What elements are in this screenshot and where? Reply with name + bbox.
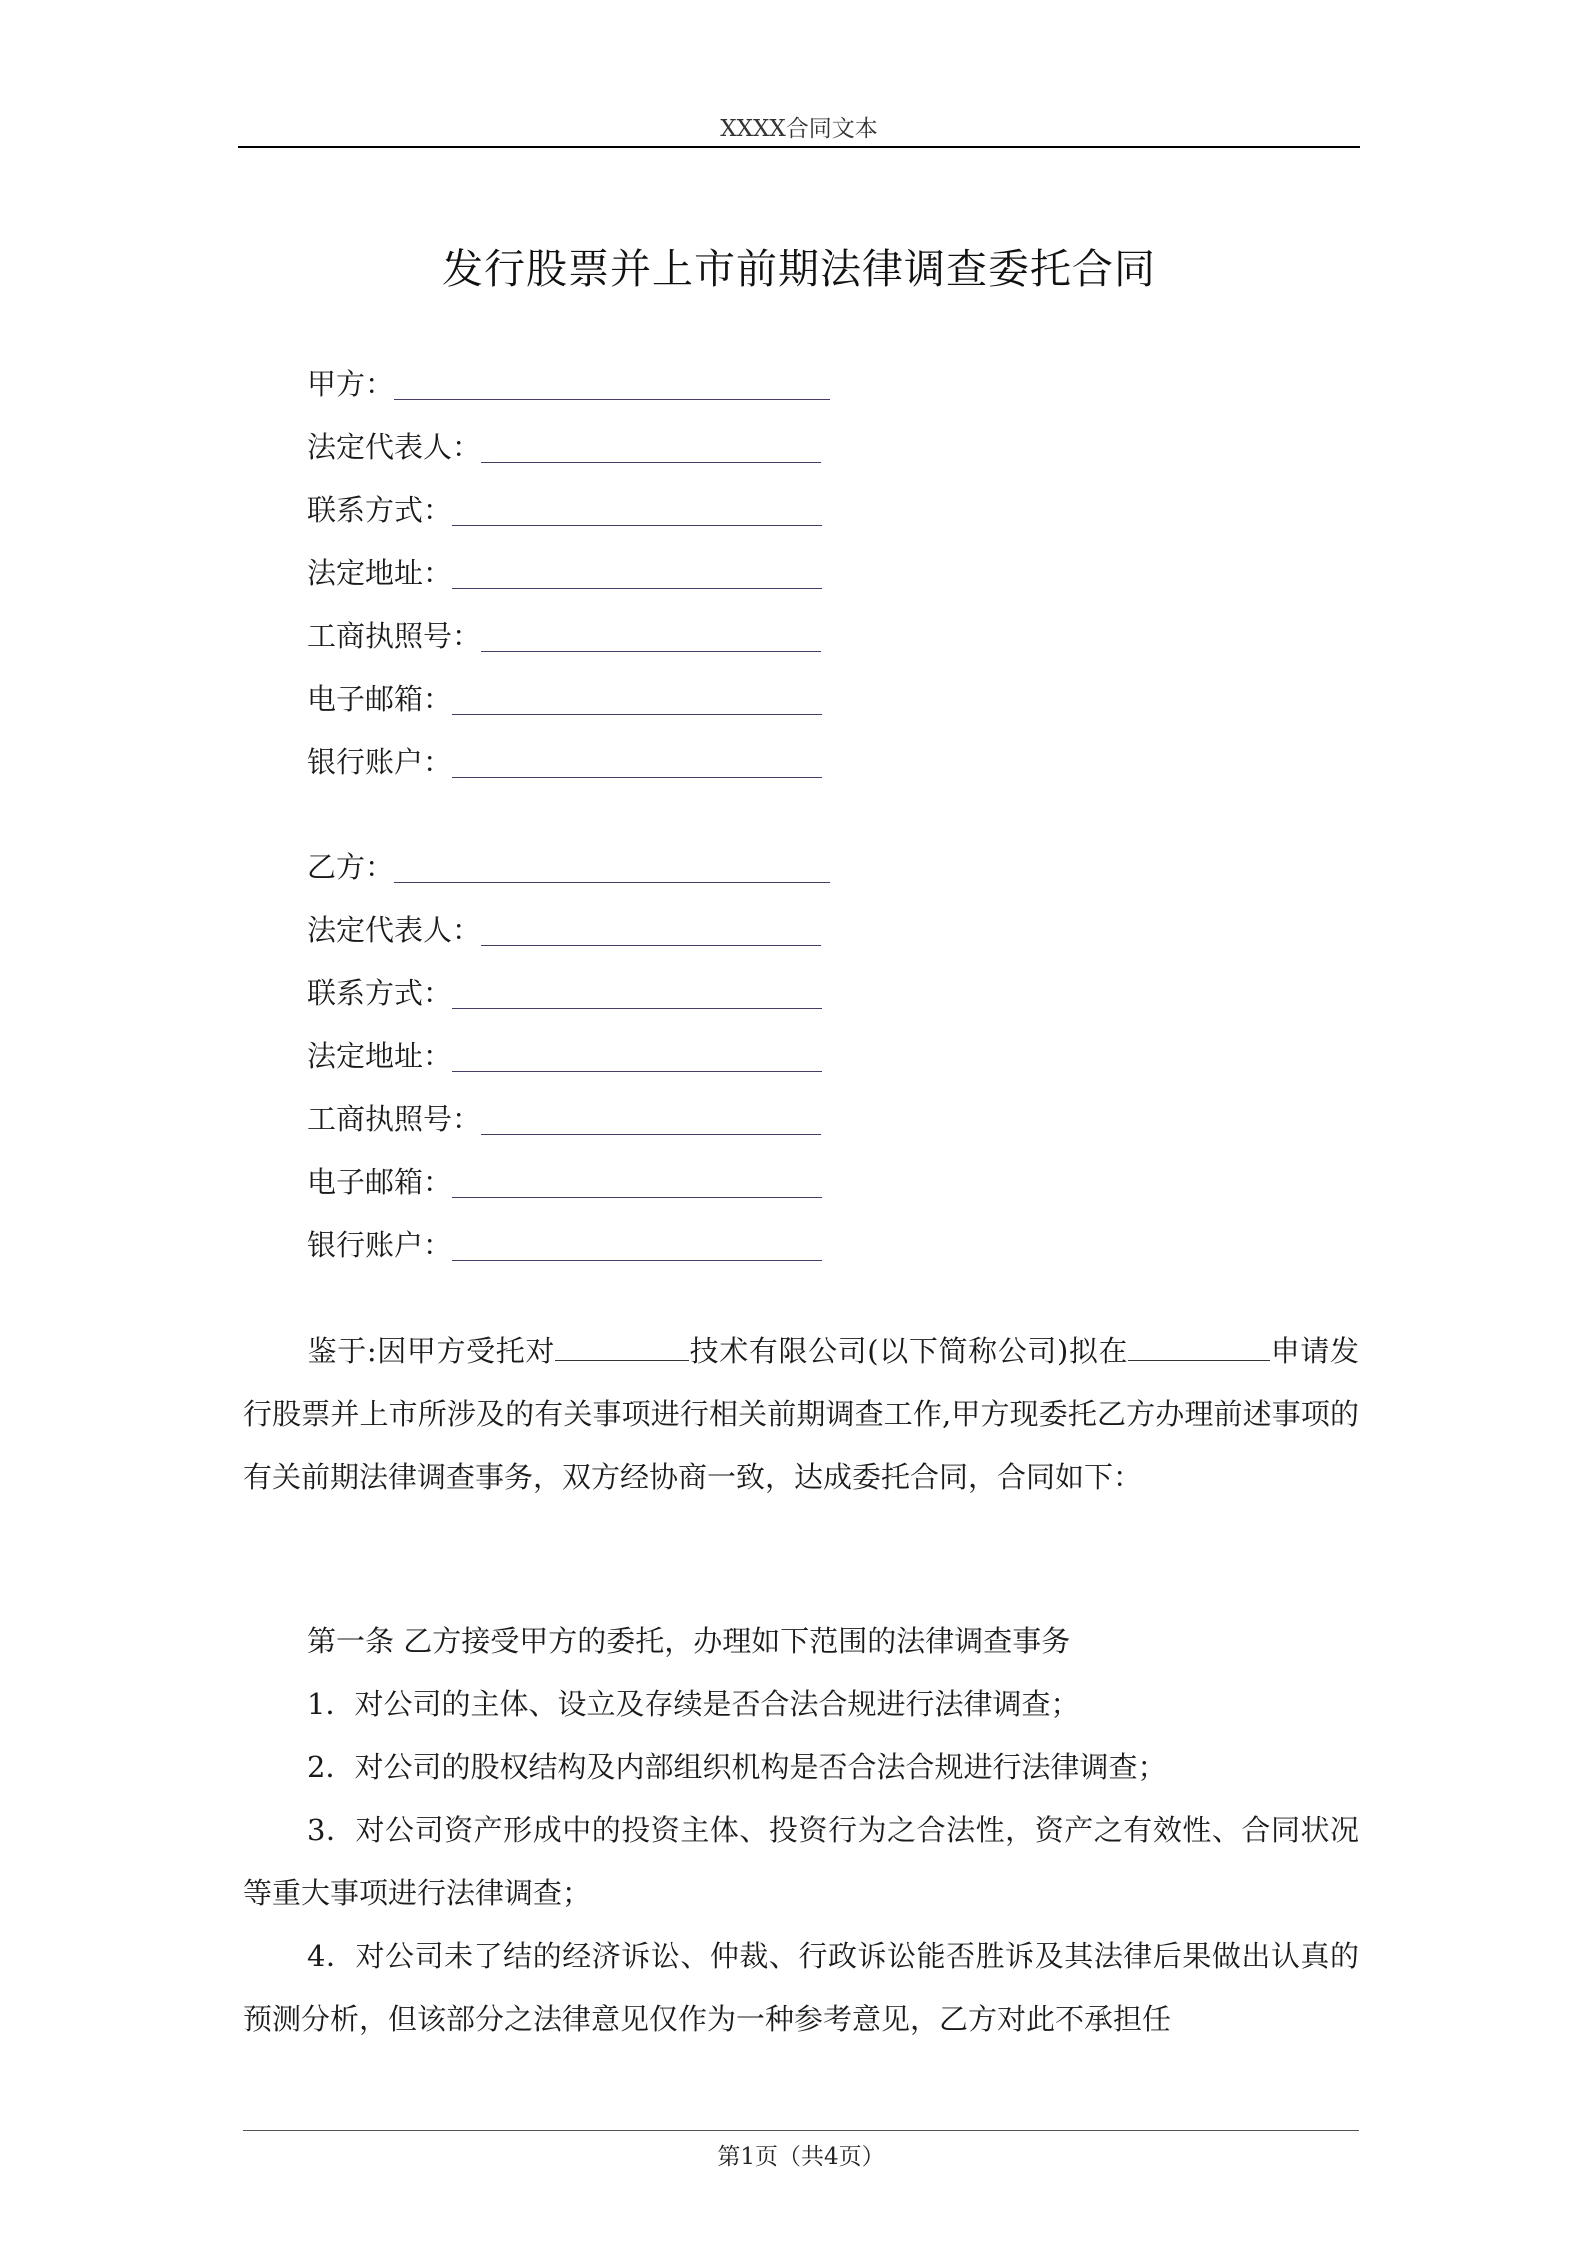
party-a-license-field	[307, 614, 821, 658]
fill-in-line	[394, 852, 830, 883]
page-number: 第1页（共4页）	[717, 2144, 885, 2170]
party-b-bank-field	[307, 1223, 822, 1267]
field-label: 法定代表人：	[307, 430, 482, 464]
party-a-bank-field	[307, 740, 822, 784]
header-divider	[238, 146, 1360, 148]
party-b-contact-field	[307, 971, 822, 1015]
item-text: 2．对公司的股权结构及内部组织机构是否合法合规进行法律调查；	[307, 1750, 1167, 1784]
article-1-item	[243, 1736, 1359, 1799]
item-text: 3．对公司资产形成中的投资主体、投资行为之合法性，资产之有效性、合同状况等重大事项进行法律调查；	[243, 1813, 1359, 1910]
party-b-representative-field	[307, 908, 821, 952]
party-b-email-field	[307, 1160, 822, 1204]
field-label: 联系方式：	[307, 493, 453, 527]
fill-in-line	[394, 369, 830, 400]
recital-text-2: 技术有限公司(以下简称公司)拟在	[688, 1334, 1129, 1368]
fill-in-line	[481, 432, 821, 463]
recital-text-1: 鉴于:因甲方受托对	[307, 1334, 555, 1368]
party-a-contact-field	[307, 488, 822, 532]
fill-in-line	[452, 558, 822, 589]
contract-title: 发行股票并上市前期法律调查委托合同	[442, 245, 1156, 293]
article-1-heading	[243, 1610, 1359, 1673]
party-a-email-field	[307, 677, 822, 721]
field-label: 电子邮箱：	[307, 682, 453, 716]
article-1-item	[243, 1673, 1359, 1736]
fill-in-line	[452, 747, 822, 778]
article-heading-text: 第一条 乙方接受甲方的委托，办理如下范围的法律调查事务	[307, 1624, 1071, 1658]
party-b-license-field	[307, 1097, 821, 1141]
article-1-item	[243, 1925, 1359, 2051]
blank-line	[1128, 1334, 1270, 1361]
field-label: 工商执照号：	[307, 619, 482, 653]
field-label: 银行账户：	[307, 745, 453, 779]
footer-divider	[243, 2130, 1359, 2131]
field-label: 联系方式：	[307, 976, 453, 1010]
recital-text-3: 申请发行股票并上市所涉及的有关事项进行相关前期调查工作,甲方现委托乙方办理前述事项的有关前期法律调查事务，双方经协商一致，达成委托合同，合同如下：	[243, 1334, 1359, 1494]
field-label: 法定地址：	[307, 556, 453, 590]
field-label: 甲方：	[307, 367, 395, 401]
fill-in-line	[452, 495, 822, 526]
party-a-representative-field	[307, 425, 821, 469]
fill-in-line	[452, 1167, 822, 1198]
field-label: 电子邮箱：	[307, 1165, 453, 1199]
field-label: 法定代表人：	[307, 913, 482, 947]
field-label: 工商执照号：	[307, 1102, 482, 1136]
article-1-item	[243, 1799, 1359, 1925]
fill-in-line	[481, 1104, 821, 1135]
blank-line	[555, 1334, 689, 1361]
field-label: 法定地址：	[307, 1039, 453, 1073]
party-b-address-field	[307, 1034, 822, 1078]
page-header: XXXX合同文本	[720, 116, 878, 142]
item-text: 4．对公司未了结的经济诉讼、仲裁、行政诉讼能否胜诉及其法律后果做出认真的预测分析，但该部分之法律意见仅作为一种参考意见，乙方对此不承担任	[243, 1939, 1359, 2036]
fill-in-line	[452, 684, 822, 715]
field-label: 银行账户：	[307, 1228, 453, 1262]
party-a-address-field	[307, 551, 822, 595]
fill-in-line	[452, 978, 822, 1009]
field-label: 乙方：	[307, 850, 395, 884]
fill-in-line	[481, 915, 821, 946]
recital-paragraph	[243, 1320, 1359, 1509]
fill-in-line	[452, 1230, 822, 1261]
party-a-name-field	[307, 362, 830, 406]
fill-in-line	[481, 621, 821, 652]
party-b-name-field	[307, 845, 830, 889]
item-text: 1．对公司的主体、设立及存续是否合法合规进行法律调查；	[307, 1687, 1080, 1721]
fill-in-line	[452, 1041, 822, 1072]
